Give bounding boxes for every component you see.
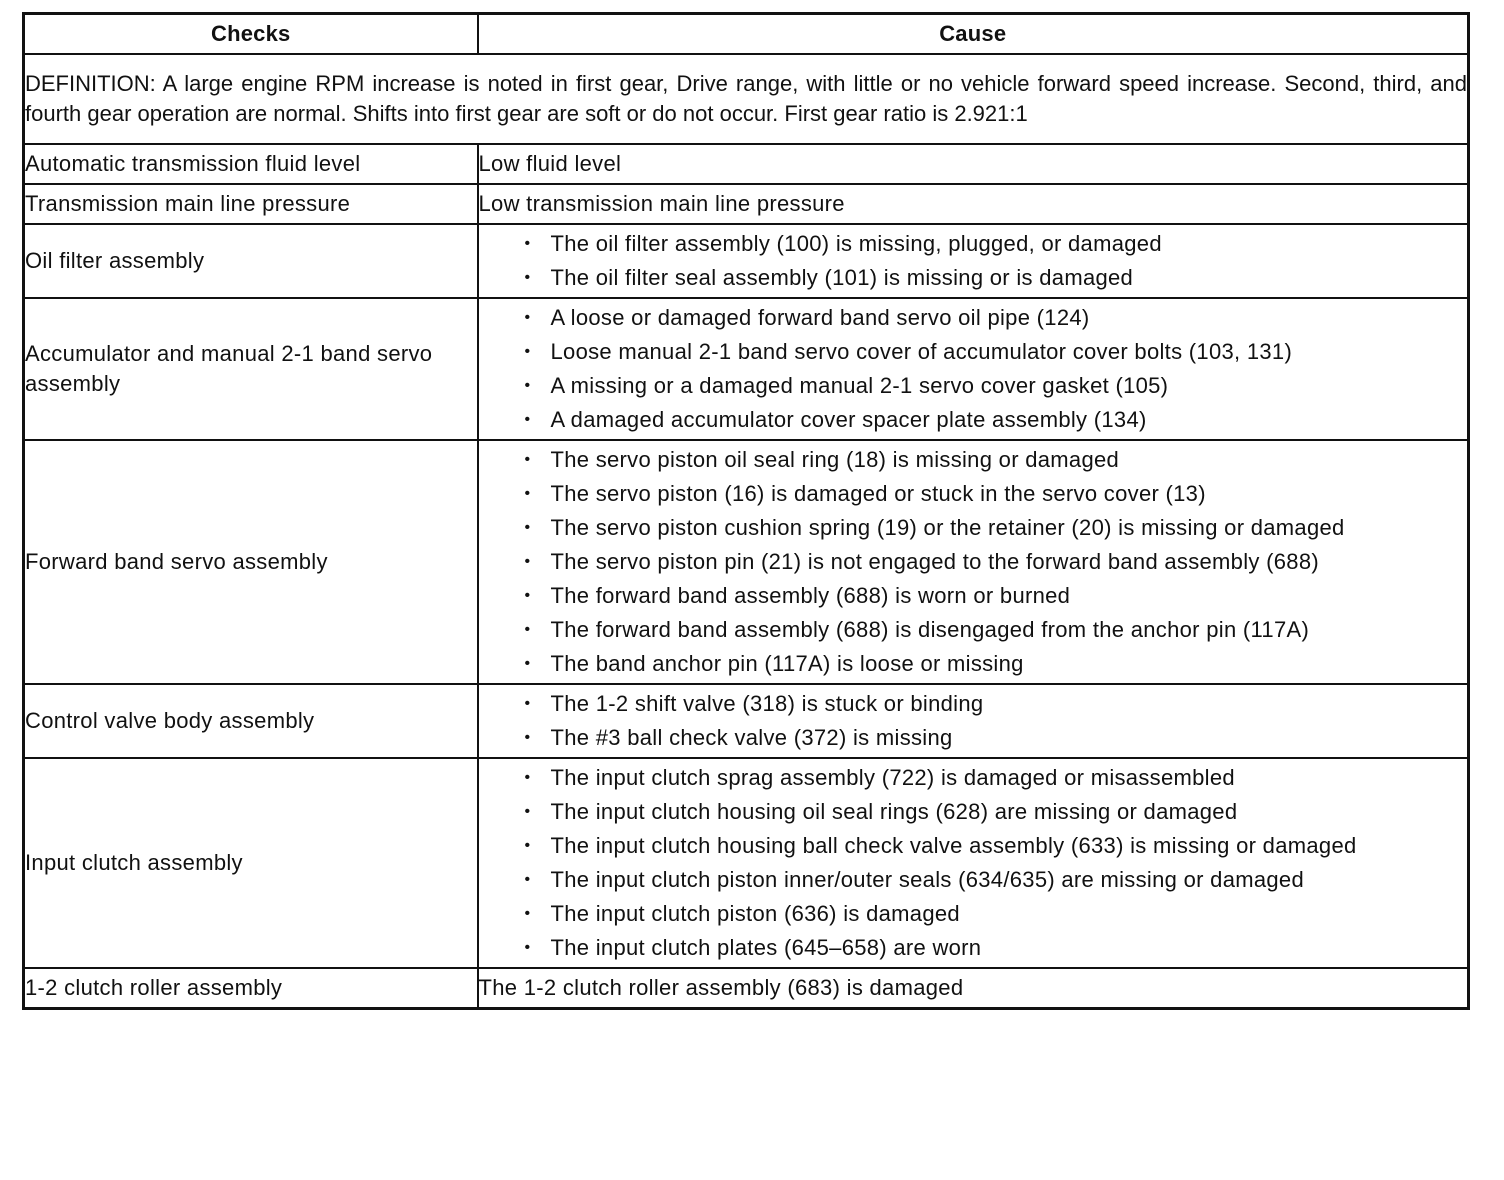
cause-item: • The input clutch piston (636) is damaged [479, 899, 1468, 929]
cause-list [479, 689, 1468, 753]
definition-row [24, 54, 1469, 144]
cause-item: • Loose manual 2-1 band servo cover of accumulator cover bolts (103, 131) [479, 337, 1468, 367]
cause-item: • The input clutch plates (645–658) are worn [479, 933, 1468, 963]
cause-item: • The forward band assembly (688) is worn or burned [479, 581, 1468, 611]
check-cell: Oil filter assembly [24, 224, 478, 298]
cause-item: • The servo piston pin (21) is not engaged to the forward band assembly (688) [479, 547, 1468, 577]
cause-item: • The input clutch housing oil seal rings (628) are missing or damaged [479, 797, 1468, 827]
header-row [24, 14, 1469, 55]
cause-list [479, 445, 1468, 679]
cause-cell: The 1-2 clutch roller assembly (683) is damaged [478, 968, 1469, 1009]
cause-item: • The forward band assembly (688) is disengaged from the anchor pin (117A) [479, 615, 1468, 645]
table-row [24, 684, 1469, 758]
cause-cell [478, 440, 1469, 684]
cause-item: • The band anchor pin (117A) is loose or missing [479, 649, 1468, 679]
table-row [24, 968, 1469, 1009]
cause-list [479, 303, 1468, 435]
cause-cell: Low transmission main line pressure [478, 184, 1469, 224]
cause-cell [478, 298, 1469, 440]
check-cell: Automatic transmission fluid level [24, 144, 478, 184]
cause-item: • The oil filter assembly (100) is missing, plugged, or damaged [479, 229, 1468, 259]
header-cause: Cause [478, 14, 1469, 55]
cause-item: • The servo piston cushion spring (19) or the retainer (20) is missing or damaged [479, 513, 1468, 543]
definition-text: DEFINITION: A large engine RPM increase is noted in first gear, Drive range, with little or no vehicle forward speed increase. Second, third, and fourth gear operation are normal. Shifts into first gear are soft or do not occur. First gear ratio is 2.921:1 [24, 54, 1469, 144]
check-cell: Accumulator and manual 2-1 band servo assembly [24, 298, 478, 440]
cause-cell [478, 684, 1469, 758]
check-cell: Transmission main line pressure [24, 184, 478, 224]
cause-item: • The servo piston oil seal ring (18) is missing or damaged [479, 445, 1468, 475]
table-row [24, 298, 1469, 440]
check-cell: 1-2 clutch roller assembly [24, 968, 478, 1009]
cause-item: • A damaged accumulator cover spacer plate assembly (134) [479, 405, 1468, 435]
cause-item: • The servo piston (16) is damaged or stuck in the servo cover (13) [479, 479, 1468, 509]
cause-cell: Low fluid level [478, 144, 1469, 184]
cause-item: • A missing or a damaged manual 2-1 servo cover gasket (105) [479, 371, 1468, 401]
diagnostic-table [22, 12, 1470, 1010]
cause-item: • The 1-2 shift valve (318) is stuck or binding [479, 689, 1468, 719]
table-row [24, 224, 1469, 298]
check-cell: Control valve body assembly [24, 684, 478, 758]
table-row [24, 758, 1469, 968]
cause-item: • The input clutch sprag assembly (722) is damaged or misassembled [479, 763, 1468, 793]
cause-cell [478, 224, 1469, 298]
cause-item: • The input clutch piston inner/outer seals (634/635) are missing or damaged [479, 865, 1468, 895]
check-cell: Forward band servo assembly [24, 440, 478, 684]
cause-item: • The #3 ball check valve (372) is missing [479, 723, 1468, 753]
cause-item: • The oil filter seal assembly (101) is missing or is damaged [479, 263, 1468, 293]
header-checks: Checks [24, 14, 478, 55]
cause-item: • The input clutch housing ball check valve assembly (633) is missing or damaged [479, 831, 1468, 861]
cause-cell [478, 758, 1469, 968]
cause-list [479, 229, 1468, 293]
table-row [24, 144, 1469, 184]
cause-list [479, 763, 1468, 963]
cause-item: • A loose or damaged forward band servo oil pipe (124) [479, 303, 1468, 333]
table-row [24, 184, 1469, 224]
diagnostic-table-container [22, 12, 1470, 1010]
check-cell: Input clutch assembly [24, 758, 478, 968]
table-row [24, 440, 1469, 684]
